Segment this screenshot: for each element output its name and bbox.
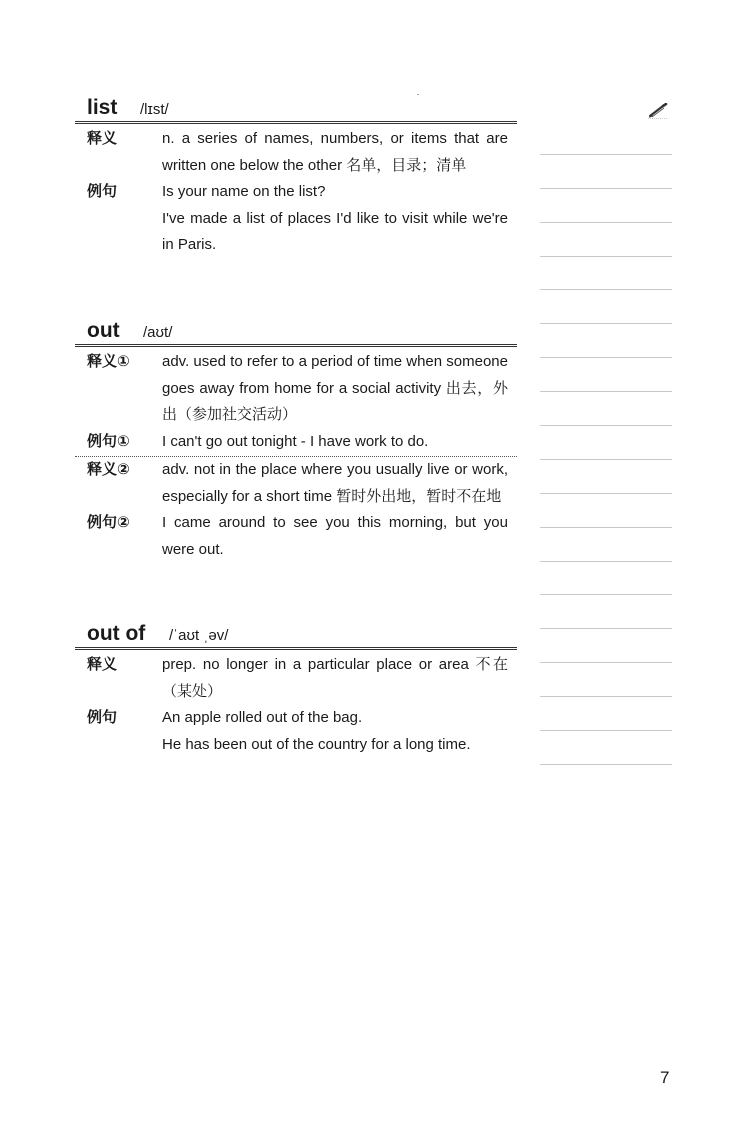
scan-artifact <box>417 94 419 95</box>
note-line <box>540 189 672 223</box>
headword: out <box>87 319 120 342</box>
example-label: 例句 <box>87 709 118 726</box>
example-text <box>162 179 508 259</box>
phonetic: /aʊt/ <box>143 324 173 341</box>
definition-text: prep. no longer in a particular place or area 不在（某处） <box>162 656 508 700</box>
note-line <box>540 426 672 460</box>
definition-row <box>75 126 517 179</box>
headword: out of <box>87 622 146 645</box>
page-number: 7 <box>660 1068 670 1087</box>
note-line <box>540 595 672 629</box>
phonetic: /lɪst/ <box>140 101 169 118</box>
note-line <box>540 697 672 731</box>
note-line <box>540 663 672 697</box>
example-sentence: I've made a list of places I'd like to visit while we're in Paris. <box>162 209 508 253</box>
example-sentence: Is your name on the list? <box>162 183 326 200</box>
note-line <box>540 528 672 562</box>
headword: list <box>87 96 118 119</box>
phonetic: /ˈaʊt ˌəv/ <box>169 627 229 644</box>
definition-label: 释义 <box>87 656 118 673</box>
note-line <box>540 358 672 392</box>
note-line <box>540 324 672 358</box>
note-line <box>540 223 672 257</box>
example-text: I can't go out tonight - I have work to do. <box>162 432 429 450</box>
entry-out-of <box>75 623 517 758</box>
note-line <box>540 494 672 528</box>
definition-text: adv. used to refer to a period of time when someone goes away from home for a social activity 出去，外出（参加社交活动） <box>162 353 508 423</box>
notes-lines <box>540 121 672 765</box>
definition-row <box>75 349 517 429</box>
note-line <box>540 629 672 663</box>
example-row <box>75 510 517 563</box>
headword-row <box>75 623 517 650</box>
headword-row <box>75 320 517 347</box>
definition-label: 释义② <box>87 461 130 478</box>
definition-label: 释义① <box>87 353 130 370</box>
entry-list <box>75 97 517 259</box>
note-line <box>540 460 672 494</box>
note-line <box>540 392 672 426</box>
definition-row <box>75 457 517 510</box>
note-line <box>540 290 672 324</box>
note-line <box>540 731 672 765</box>
note-line <box>540 562 672 596</box>
example-label: 例句② <box>87 514 130 531</box>
example-row <box>75 179 517 259</box>
entry-out <box>75 320 517 563</box>
example-sentence: An apple rolled out of the bag. <box>162 709 363 726</box>
definition-row <box>75 652 517 705</box>
headword-row <box>75 97 517 124</box>
example-label: 例句① <box>87 432 130 450</box>
example-sentence: He has been out of the country for a long time. <box>162 735 471 753</box>
example-text <box>162 705 508 758</box>
example-label: 例句 <box>87 183 118 200</box>
example-text: I came around to see you this morning, but you were out. <box>162 514 508 558</box>
example-row <box>75 705 517 758</box>
definition-text: n. a series of names, numbers, or items that are written one below the other 名单，目录；清单 <box>162 130 508 174</box>
note-line <box>540 121 672 155</box>
note-line <box>540 257 672 291</box>
definition-label: 释义 <box>87 130 118 147</box>
note-line <box>540 155 672 189</box>
definition-text: adv. not in the place where you usually live or work, especially for a short time 暂时外出地，暂时不在地 <box>162 461 508 505</box>
example-row <box>75 429 517 456</box>
